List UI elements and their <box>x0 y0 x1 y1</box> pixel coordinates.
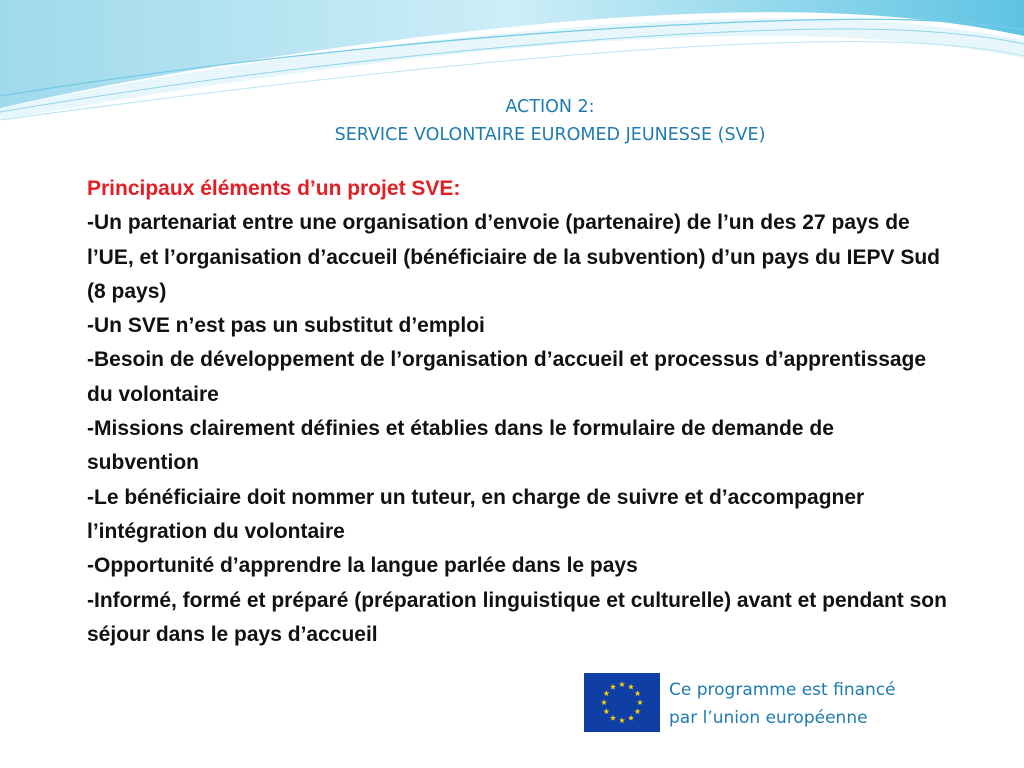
bullet-item: -Un partenariat entre une organisation d’envoie (partenaire) de l’un des 27 pays de l’UE, et l’organisation d’accueil (bénéficiaire de la subvention) d’un pays du IEPV Sud (8 pays) <box>87 211 941 303</box>
content-heading: Principaux éléments d’un projet SVE: <box>87 177 461 200</box>
funding-line-1: Ce programme est financé <box>669 680 896 700</box>
slide-body <box>87 172 947 652</box>
bullet-item: -Informé, formé et préparé (préparation linguistique et culturelle) avant et pendant son séjour dans le pays d’accueil <box>87 588 947 646</box>
title-line-1: ACTION 2: <box>505 97 595 117</box>
bullet-item: -Opportunité d’apprendre la langue parlée dans le pays <box>87 554 638 578</box>
bullet-item: -Le bénéficiaire doit nommer un tuteur, en charge de suivre et d’accompagner l’intégration du volontaire <box>87 485 865 543</box>
slide-title <box>200 93 900 149</box>
eu-flag-icon <box>584 673 660 732</box>
bullet-item: -Besoin de développement de l’organisation d’accueil et processus d’apprentissage du volontaire <box>87 348 927 406</box>
title-line-2: SERVICE VOLONTAIRE EUROMED JEUNESSE (SVE) <box>334 125 766 145</box>
bullet-item: -Un SVE n’est pas un substitut d’emploi <box>87 314 485 338</box>
funding-line-2: par l’union européenne <box>669 708 868 728</box>
funding-notice <box>669 676 969 732</box>
bullet-item: -Missions clairement définies et établies dans le formulaire de demande de subvention <box>87 417 834 475</box>
